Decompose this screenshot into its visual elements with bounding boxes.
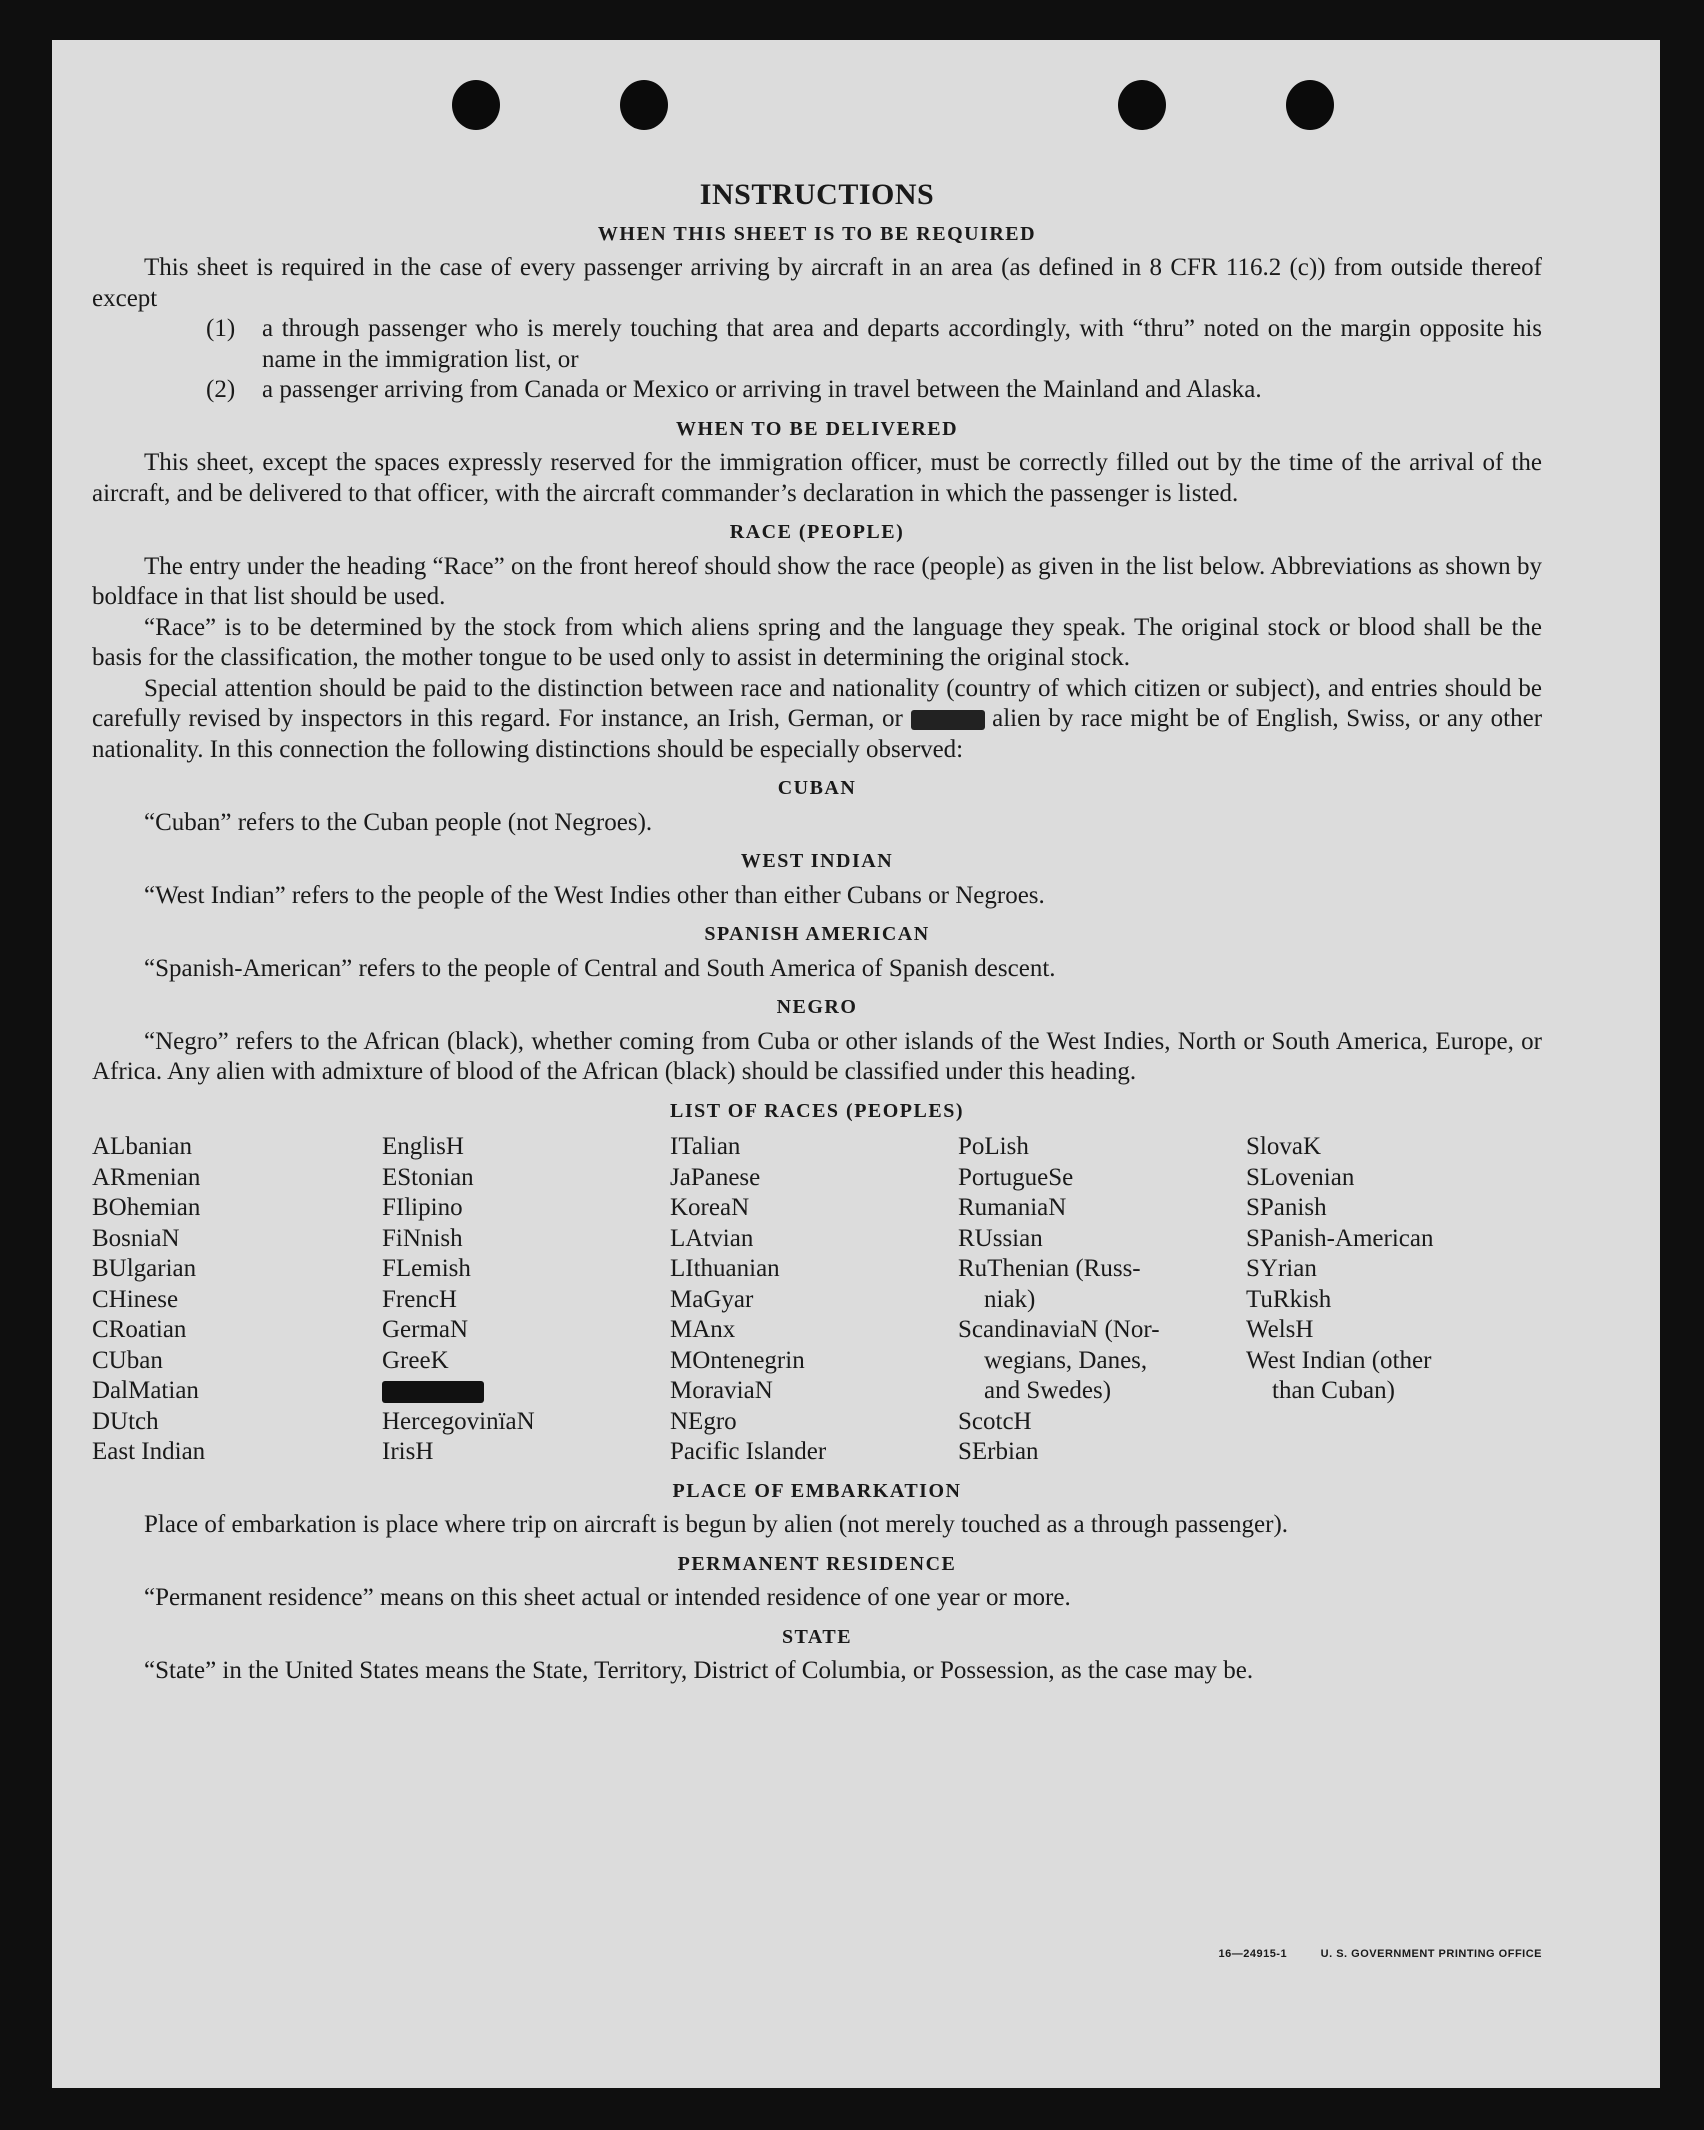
item-text: a passenger arriving from Canada or Mexico or arriving in travel between the Mainland and Alaska. — [262, 376, 1262, 403]
race-entry: RumaniaN — [958, 1194, 1067, 1221]
negro-text: “Negro” refers to the African (black), whether coming from Cuba or other islands of the West Indies, North or South America, Europe, or Africa. Any alien with admixture of blood of the African (black) should be classified under this heading. — [92, 1027, 1542, 1085]
race-entry: HercegovinïaN — [382, 1407, 535, 1435]
race-column — [670, 1132, 958, 1468]
race-column — [1246, 1132, 1546, 1468]
race-entry: MaGyar — [670, 1285, 754, 1313]
race-paragraph-3-start: Special attention should be paid to the distinction between race and nationality (country of which citizen or subject), and entries should be carefully revised by inspectors in this regard. For instance, an Irish, German, or — [92, 674, 1542, 732]
race-entry: LAtvian — [670, 1224, 754, 1252]
section-heading-required: WHEN THIS SHEET IS TO BE REQUIRED — [597, 222, 1037, 245]
race-entry: ScotcH — [958, 1407, 1032, 1435]
section-heading-state: STATE — [781, 1625, 853, 1648]
race-entry-continued: wegians, Danes, — [984, 1346, 1148, 1374]
race-entry: PortugueSe — [958, 1163, 1074, 1191]
item-number: (1) — [206, 315, 236, 342]
race-paragraph-3-end: alien by race might be of English, Swiss, or any other nationality. In this connection the following distinctions should be especially observed: — [92, 705, 1543, 763]
race-entry-redacted — [382, 1376, 670, 1407]
punch-hole — [1118, 80, 1166, 130]
printer-footer — [1188, 1948, 1542, 1960]
race-entry: EStonian — [382, 1163, 474, 1191]
race-entry: GermaN — [382, 1316, 469, 1343]
race-entry: GreeK — [382, 1346, 449, 1374]
section-heading-race: RACE (PEOPLE) — [729, 521, 905, 543]
race-entry: FiNnish — [382, 1224, 463, 1252]
state-text: “State” in the United States means the State, Territory, District of Columbia, or Possession, as the case may be. — [144, 1657, 1254, 1684]
section-heading-west-indian: WEST INDIAN — [740, 850, 894, 872]
race-entry: ScandinaviaN (Nor- — [958, 1316, 1160, 1343]
cuban-text: “Cuban” refers to the Cuban people (not Negroes). — [144, 808, 653, 836]
race-entry: TuRkish — [1246, 1285, 1332, 1313]
race-list — [92, 1132, 1542, 1468]
delivered-text: This sheet, except the spaces expressly reserved for the immigration officer, must be correctly filled out by the time of the arrival of the aircraft, and be delivered to that officer, with the aircraft commander’s declaration in which the passenger is listed. — [92, 449, 1542, 507]
race-entry: MoraviaN — [670, 1377, 773, 1404]
required-item — [206, 314, 1542, 375]
race-entry: BOhemian — [92, 1194, 201, 1221]
race-paragraph-2: “Race” is to be determined by the stock from which aliens spring and the language they speak. The original stock or blood shall be the basis for the classification, the mother tongue to be used only to assist in determining the original stock. — [92, 613, 1542, 671]
section-heading-residence: PERMANENT RESIDENCE — [677, 1552, 957, 1575]
item-text: a through passenger who is merely touching that area and departs accordingly, with “thru” noted on the margin opposite his name in the immigration list, or — [262, 315, 1542, 373]
residence-text: “Permanent residence” means on this sheet actual or intended residence of one year or more. — [144, 1584, 1071, 1611]
race-entry-continued: and Swedes) — [984, 1377, 1112, 1404]
race-entry: SYrian — [1246, 1255, 1317, 1282]
race-entry-continued: niak) — [984, 1285, 1036, 1313]
section-heading-cuban: CUBAN — [777, 777, 857, 799]
race-column — [92, 1132, 382, 1468]
race-entry: CUban — [92, 1346, 163, 1374]
instructions-body — [92, 180, 1542, 1687]
punch-hole — [1286, 80, 1334, 130]
race-entry: NEgro — [670, 1407, 737, 1435]
race-entry: EnglisH — [382, 1133, 464, 1160]
race-entry: FrencH — [382, 1285, 457, 1313]
race-entry: West Indian (other — [1246, 1346, 1432, 1374]
race-entry: WelsH — [1246, 1316, 1314, 1343]
form-number: 16—24915-1 — [1218, 1948, 1288, 1960]
race-entry: JaPanese — [670, 1163, 761, 1191]
race-entry: KoreaN — [670, 1194, 750, 1221]
embarkation-text: Place of embarkation is place where trip on aircraft is begun by alien (not merely touched as a through passenger). — [144, 1511, 1289, 1538]
section-heading-spanish-american: SPANISH AMERICAN — [704, 923, 930, 945]
race-paragraph-1: The entry under the heading “Race” on the front hereof should show the race (people) as given in the list below. Abbreviations as shown by boldface in that list should be used. — [92, 552, 1542, 610]
race-entry-continued: than Cuban) — [1272, 1377, 1395, 1404]
race-paragraph-3 — [92, 674, 1542, 766]
race-entry: PoLish — [958, 1133, 1029, 1160]
spanish-american-text: “Spanish-American” refers to the people of Central and South America of Spanish descent. — [144, 954, 1056, 982]
redaction-mark — [382, 1381, 484, 1403]
race-entry: CHinese — [92, 1285, 179, 1313]
required-item — [206, 375, 1542, 406]
race-entry: LIthuanian — [670, 1255, 780, 1282]
punch-hole — [620, 80, 668, 130]
race-entry: East Indian — [92, 1438, 206, 1465]
race-entry: MAnx — [670, 1316, 736, 1343]
section-heading-embarkation: PLACE OF EMBARKATION — [672, 1479, 962, 1502]
required-intro: This sheet is required in the case of every passenger arriving by aircraft in an area (as defined in 8 CFR 116.2 (c)) from outside thereof except — [92, 254, 1542, 312]
race-column — [382, 1132, 670, 1468]
section-heading-delivered: WHEN TO BE DELIVERED — [675, 417, 959, 440]
section-heading-list: LIST OF RACES (PEOPLES) — [669, 1099, 964, 1122]
race-entry: RuThenian (Russ- — [958, 1255, 1141, 1282]
race-entry: CRoatian — [92, 1316, 187, 1343]
race-entry: BosniaN — [92, 1224, 180, 1252]
race-entry: RUssian — [958, 1224, 1043, 1252]
section-heading-negro: NEGRO — [776, 996, 858, 1018]
item-number: (2) — [206, 376, 236, 403]
race-entry: SlovaK — [1246, 1133, 1321, 1160]
redaction-mark — [911, 710, 985, 730]
race-entry: Pacific Islander — [670, 1438, 827, 1465]
race-entry: SPanish — [1246, 1194, 1327, 1221]
page-title: INSTRUCTIONS — [699, 178, 935, 211]
race-entry: SPanish-American — [1246, 1224, 1434, 1252]
race-entry: FLemish — [382, 1255, 471, 1282]
race-entry: DUtch — [92, 1407, 159, 1435]
document-page — [52, 40, 1660, 2088]
race-entry: ITalian — [670, 1133, 741, 1160]
west-indian-text: “West Indian” refers to the people of the West Indies other than either Cubans or Negroes. — [144, 881, 1045, 909]
race-entry: ALbanian — [92, 1133, 192, 1160]
race-entry: MOntenegrin — [670, 1346, 805, 1374]
race-entry: FIlipino — [382, 1194, 463, 1221]
punch-hole — [452, 80, 500, 130]
race-column — [958, 1132, 1246, 1468]
race-entry: IrisH — [382, 1438, 434, 1465]
race-entry: ARmenian — [92, 1163, 201, 1191]
race-entry: SLovenian — [1246, 1163, 1355, 1191]
printer-name: U. S. GOVERNMENT PRINTING OFFICE — [1320, 1948, 1542, 1960]
race-entry: BUlgarian — [92, 1255, 197, 1282]
race-entry: DalMatian — [92, 1377, 199, 1404]
race-entry: SErbian — [958, 1438, 1039, 1465]
